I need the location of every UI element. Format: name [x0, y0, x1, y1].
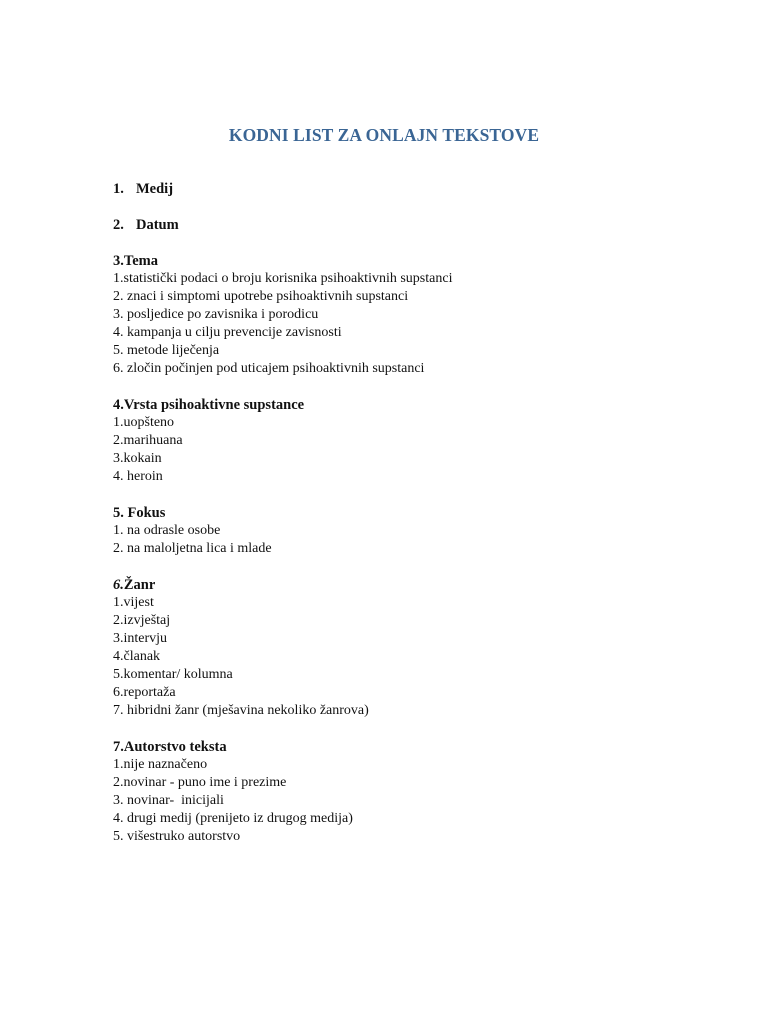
list-item: 6. zločin počinjen pod uticajem psihoaktivnih supstanci	[113, 361, 425, 376]
list-item: 3.kokain	[113, 451, 162, 466]
heading-number: 2.	[113, 217, 124, 233]
heading-datum	[113, 216, 713, 234]
list-item: 7. hibridni žanr (mješavina nekoliko žanrova)	[113, 703, 369, 718]
list-item: 4.članak	[113, 649, 161, 664]
list-item: 3. posljedice po zavisnika i porodicu	[113, 307, 319, 322]
document-title: KODNI LIST ZA ONLAJN TEKSTOVE	[228, 125, 540, 145]
list-item: 2.marihuana	[113, 433, 183, 448]
list-item: 2. znaci i simptomi upotrebe psihoaktivnih supstanci	[113, 289, 409, 304]
list-item: 1.uopšteno	[113, 415, 175, 430]
heading-medij	[113, 180, 713, 198]
section-zanr	[113, 576, 713, 720]
list-item: 3. novinar- inicijali	[113, 793, 224, 808]
list-item: 6.reportaža	[113, 685, 176, 700]
section-title: 7.Autorstvo teksta	[113, 739, 227, 755]
list-item: 4. kampanja u cilju prevencije zavisnosti	[113, 325, 342, 340]
list-item: 2.izvještaj	[113, 613, 171, 628]
list-item: 4. drugi medij (prenijeto iz drugog medija)	[113, 811, 353, 826]
heading-label: Datum	[136, 217, 179, 233]
list-item: 1.statistički podaci o broju korisnika psihoaktivnih supstanci	[113, 271, 453, 286]
list-item: 1. na odrasle osobe	[113, 523, 221, 538]
list-item: 3.intervju	[113, 631, 168, 646]
section-fokus	[113, 504, 713, 558]
section-title	[113, 576, 713, 594]
list-item: 1.vijest	[113, 595, 154, 610]
list-item: 4. heroin	[113, 469, 163, 484]
section-tema	[113, 252, 713, 378]
section-title: 3.Tema	[113, 253, 158, 269]
list-item: 5. višestruko autorstvo	[113, 829, 241, 844]
heading-number: 1.	[113, 181, 124, 197]
section-label: Žanr	[123, 577, 156, 593]
section-autorstvo	[113, 738, 713, 846]
section-title: 4.Vrsta psihoaktivne supstance	[113, 397, 305, 413]
section-vrsta-supstance	[113, 396, 713, 486]
section-title: 5. Fokus	[113, 505, 166, 521]
list-item: 5.komentar/ kolumna	[113, 667, 233, 682]
section-number: 6.	[113, 577, 124, 593]
document-body	[113, 180, 713, 846]
list-item: 2. na maloljetna lica i mlade	[113, 541, 272, 556]
list-item: 5. metode liječenja	[113, 343, 220, 358]
list-item: 2.novinar - puno ime i prezime	[113, 775, 287, 790]
list-item: 1.nije naznačeno	[113, 757, 208, 772]
heading-label: Medij	[136, 181, 174, 197]
